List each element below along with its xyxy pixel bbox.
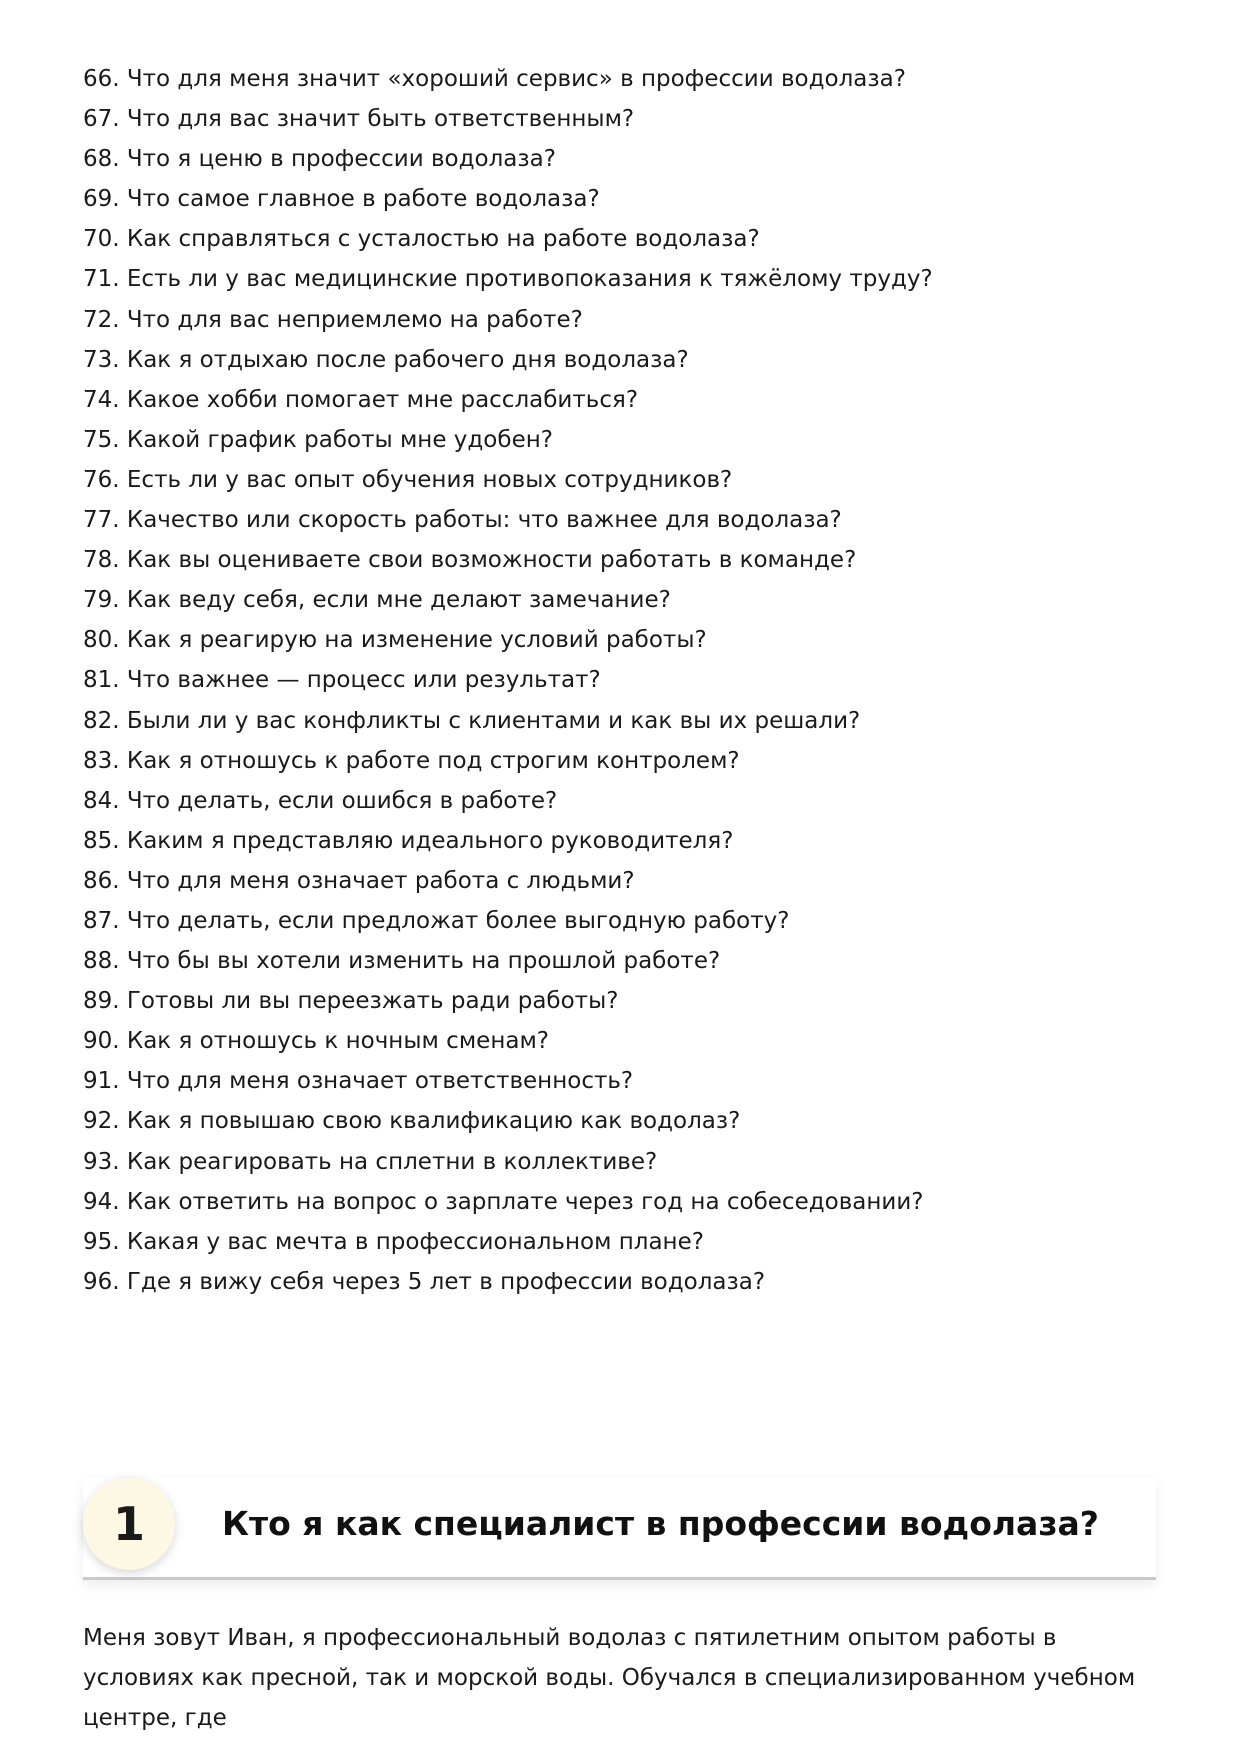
question-item: 86. Что для меня означает работа с людьми?	[83, 867, 635, 894]
question-item: 66. Что для меня значит «хороший сервис» в профессии водолаза?	[83, 66, 906, 92]
question-item: 85. Каким я представляю идеального руководителя?	[83, 827, 734, 854]
question-item: 95. Какая у вас мечта в профессиональном плане?	[83, 1228, 704, 1255]
question-item: 67. Что для вас значит быть ответственным?	[83, 106, 635, 133]
question-item: 74. Какое хобби помогает мне расслабиться?	[83, 386, 639, 413]
question-item: 79. Как веду себя, если мне делают замечание?	[83, 587, 671, 614]
section-header	[83, 1478, 1156, 1580]
question-item: 76. Есть ли у вас опыт обучения новых сотрудников?	[83, 466, 733, 493]
question-item: 84. Что делать, если ошибся в работе?	[83, 787, 558, 814]
question-item: 90. Как я отношусь к ночным сменам?	[83, 1028, 550, 1055]
question-item: 91. Что для меня означает ответственность?	[83, 1068, 634, 1095]
question-item: 72. Что для вас неприемлемо на работе?	[83, 306, 583, 333]
question-item: 81. Что важнее — процесс или результат?	[83, 667, 601, 694]
question-item: 70. Как справляться с усталостью на работе водолаза?	[83, 226, 760, 253]
question-item: 80. Как я реагирую на изменение условий работы?	[83, 627, 707, 654]
question-item: 88. Что бы вы хотели изменить на прошлой работе?	[83, 948, 721, 975]
question-item: 96. Где я вижу себя через 5 лет в профессии водолаза?	[83, 1268, 766, 1295]
question-list	[83, 59, 1163, 1302]
question-item: 92. Как я повышаю свою квалификацию как водолаз?	[83, 1108, 741, 1135]
question-item: 83. Как я отношусь к работе под строгим контролем?	[83, 747, 740, 774]
question-item: 75. Какой график работы мне удобен?	[83, 426, 553, 453]
section-number-badge: 1	[83, 1478, 175, 1570]
question-item: 93. Как реагировать на сплетни в коллективе?	[83, 1148, 658, 1175]
question-item: 71. Есть ли у вас медицинские противопоказания к тяжёлому труду?	[83, 266, 933, 293]
question-item: 87. Что делать, если предложат более выгодную работу?	[83, 907, 790, 934]
intro-paragraph: Меня зовут Иван, я профессиональный водолаз с пятилетним опытом работы в условиях как пресной, так и морской воды. Обучался в специализированном учебном центре, где	[83, 1625, 1136, 1731]
question-item: 78. Как вы оцениваете свои возможности работать в команде?	[83, 547, 857, 574]
question-item: 73. Как я отдыхаю после рабочего дня водолаза?	[83, 346, 689, 373]
section-title: Кто я как специалист в профессии водолаза?	[222, 1504, 1099, 1543]
question-item: 89. Готовы ли вы переезжать ради работы?	[83, 988, 619, 1015]
question-item: 69. Что самое главное в работе водолаза?	[83, 186, 600, 213]
question-item: 94. Как ответить на вопрос о зарплате через год на собеседовании?	[83, 1188, 924, 1215]
question-item: 77. Качество или скорость работы: что важнее для водолаза?	[83, 507, 842, 534]
question-item: 82. Были ли у вас конфликты с клиентами и как вы их решали?	[83, 707, 861, 734]
question-item: 68. Что я ценю в профессии водолаза?	[83, 146, 556, 173]
